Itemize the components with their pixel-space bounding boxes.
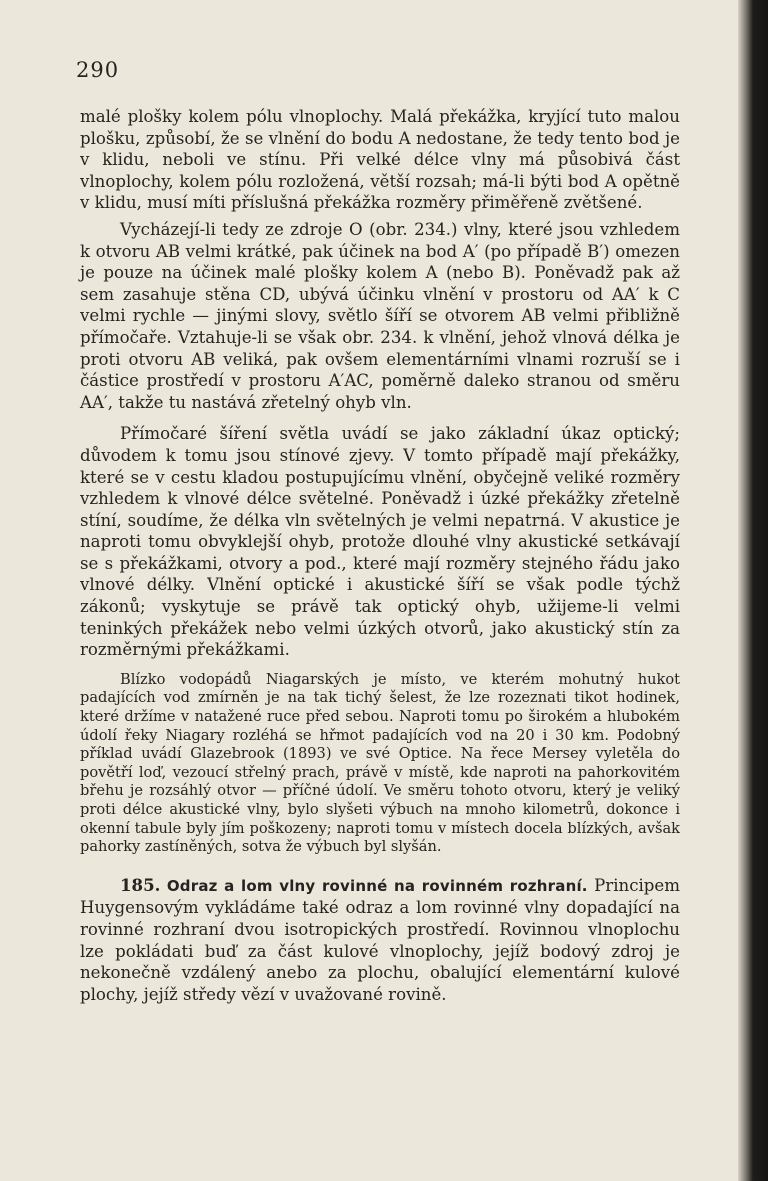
section-text: Principem Huygensovým vykládáme také odraz a lom rovinné vlny dopadající na rovinné rozhraní dvou isotropických prostředí. Rovinnou vlnoplochu lze pokládati buď za část kulové vlnoplochy, jejíž bodový zdroj je nekonečně vzdálený anebo za plochu, obalující elementární kulové plochy, jejíž středy vězí v uvažované rovině.	[80, 875, 680, 1004]
page-number: 290	[76, 58, 120, 82]
paragraph-1: malé plošky kolem pólu vlnoplochy. Malá překážka, kryjící tuto malou plošku, způsobí, že se vlnění do bodu A nedostane, že tedy tento bod je v klidu, neboli ve stínu. Při velké délce vlny má působivá část vlnoplochy, kolem pólu rozložená, větší rozsah; má-li býti bod A opětně v klidu, musí míti příslušná překážka rozměry přiměřeně zvětšené.	[80, 107, 680, 213]
section-185	[80, 875, 680, 1006]
section-title: Odraz a lom vlny rovinné na rovinném rozhraní.	[166, 876, 588, 895]
footnote-niagara: Blízko vodopádů Niagarských je místo, ve kterém mohutný hukot padajících vod zmírněn je na tak tichý šelest, že lze rozeznati tikot hodinek, které držíme v natažené ruce před sebou. Naproti tomu po širokém a hlubokém údolí řeky Niagary rozléhá se hřmot padajících vod na 20 i 30 km. Podobný příklad uvádí Glazebrook (1893) ve své Optice. Na řece Mersey vyletěla do povětří loď, vezoucí střelný prach, právě v místě, kde naproti na pahorkovitém břehu je rozsáhlý otvor — příčné údolí. Ve směru tohoto otvoru, který je veliký proti délce akustické vlny, bylo slyšeti výbuch na mnoho kilometrů, dokonce i okenní tabule byly jím poškozeny; naproti tomu v místech docela blízkých, avšak pahorky zastíněných, sotva že výbuch byl slyšán.	[80, 670, 680, 856]
section-number: 185.	[120, 874, 161, 895]
book-spine-shadow	[738, 0, 768, 1181]
paragraph-2: Vycházejí-li tedy ze zdroje O (obr. 234.) vlny, které jsou vzhledem k otvoru AB velmi krátké, pak účinek na bod A′ (po případě B′) omezen je pouze na účinek malé plošky kolem A (nebo B). Poněvadž pak až sem zasahuje stěna CD, ubývá účinku vlnění v prostoru od AA′ k C velmi rychle — jinými slovy, světlo šíří se otvorem AB velmi přibližně přímočaře. Vztahuje-li se však obr. 234. k vlnění, jehož vlnová délka je proti otvoru AB veliká, pak ovšem elementárními vlnami rozruší se i částice prostředí v prostoru A′AC, poměrně daleko stranou od směru AA′, takže tu nastává zřetelný ohyb vln.	[80, 219, 680, 412]
paragraph-3: Přímočaré šíření světla uvádí se jako základní úkaz optický; důvodem k tomu jsou stínové zjevy. V tomto případě mají překážky, které se v cestu kladou postupujícímu vlnění, obyčejně veliké rozměry vzhledem k vlnové délce světelné. Poněvadž i úzké překážky zřetelně stíní, soudíme, že délka vln světelných je velmi nepatrná. V akustice je naproti tomu obvyklejší ohyb, protože dlouhé vlny akustické setkávají se s překážkami, otvory a pod., které mají rozměry stejného řádu jako vlnové délky. Vlnění optické i akustické šíří se však podle týchž zákonů; vyskytuje se právě tak optický ohyb, užijeme-li velmi teninkých překážek nebo velmi úzkých otvorů, jako akustický stín za rozměrnými překážkami.	[80, 424, 680, 660]
page-body	[80, 106, 680, 1005]
